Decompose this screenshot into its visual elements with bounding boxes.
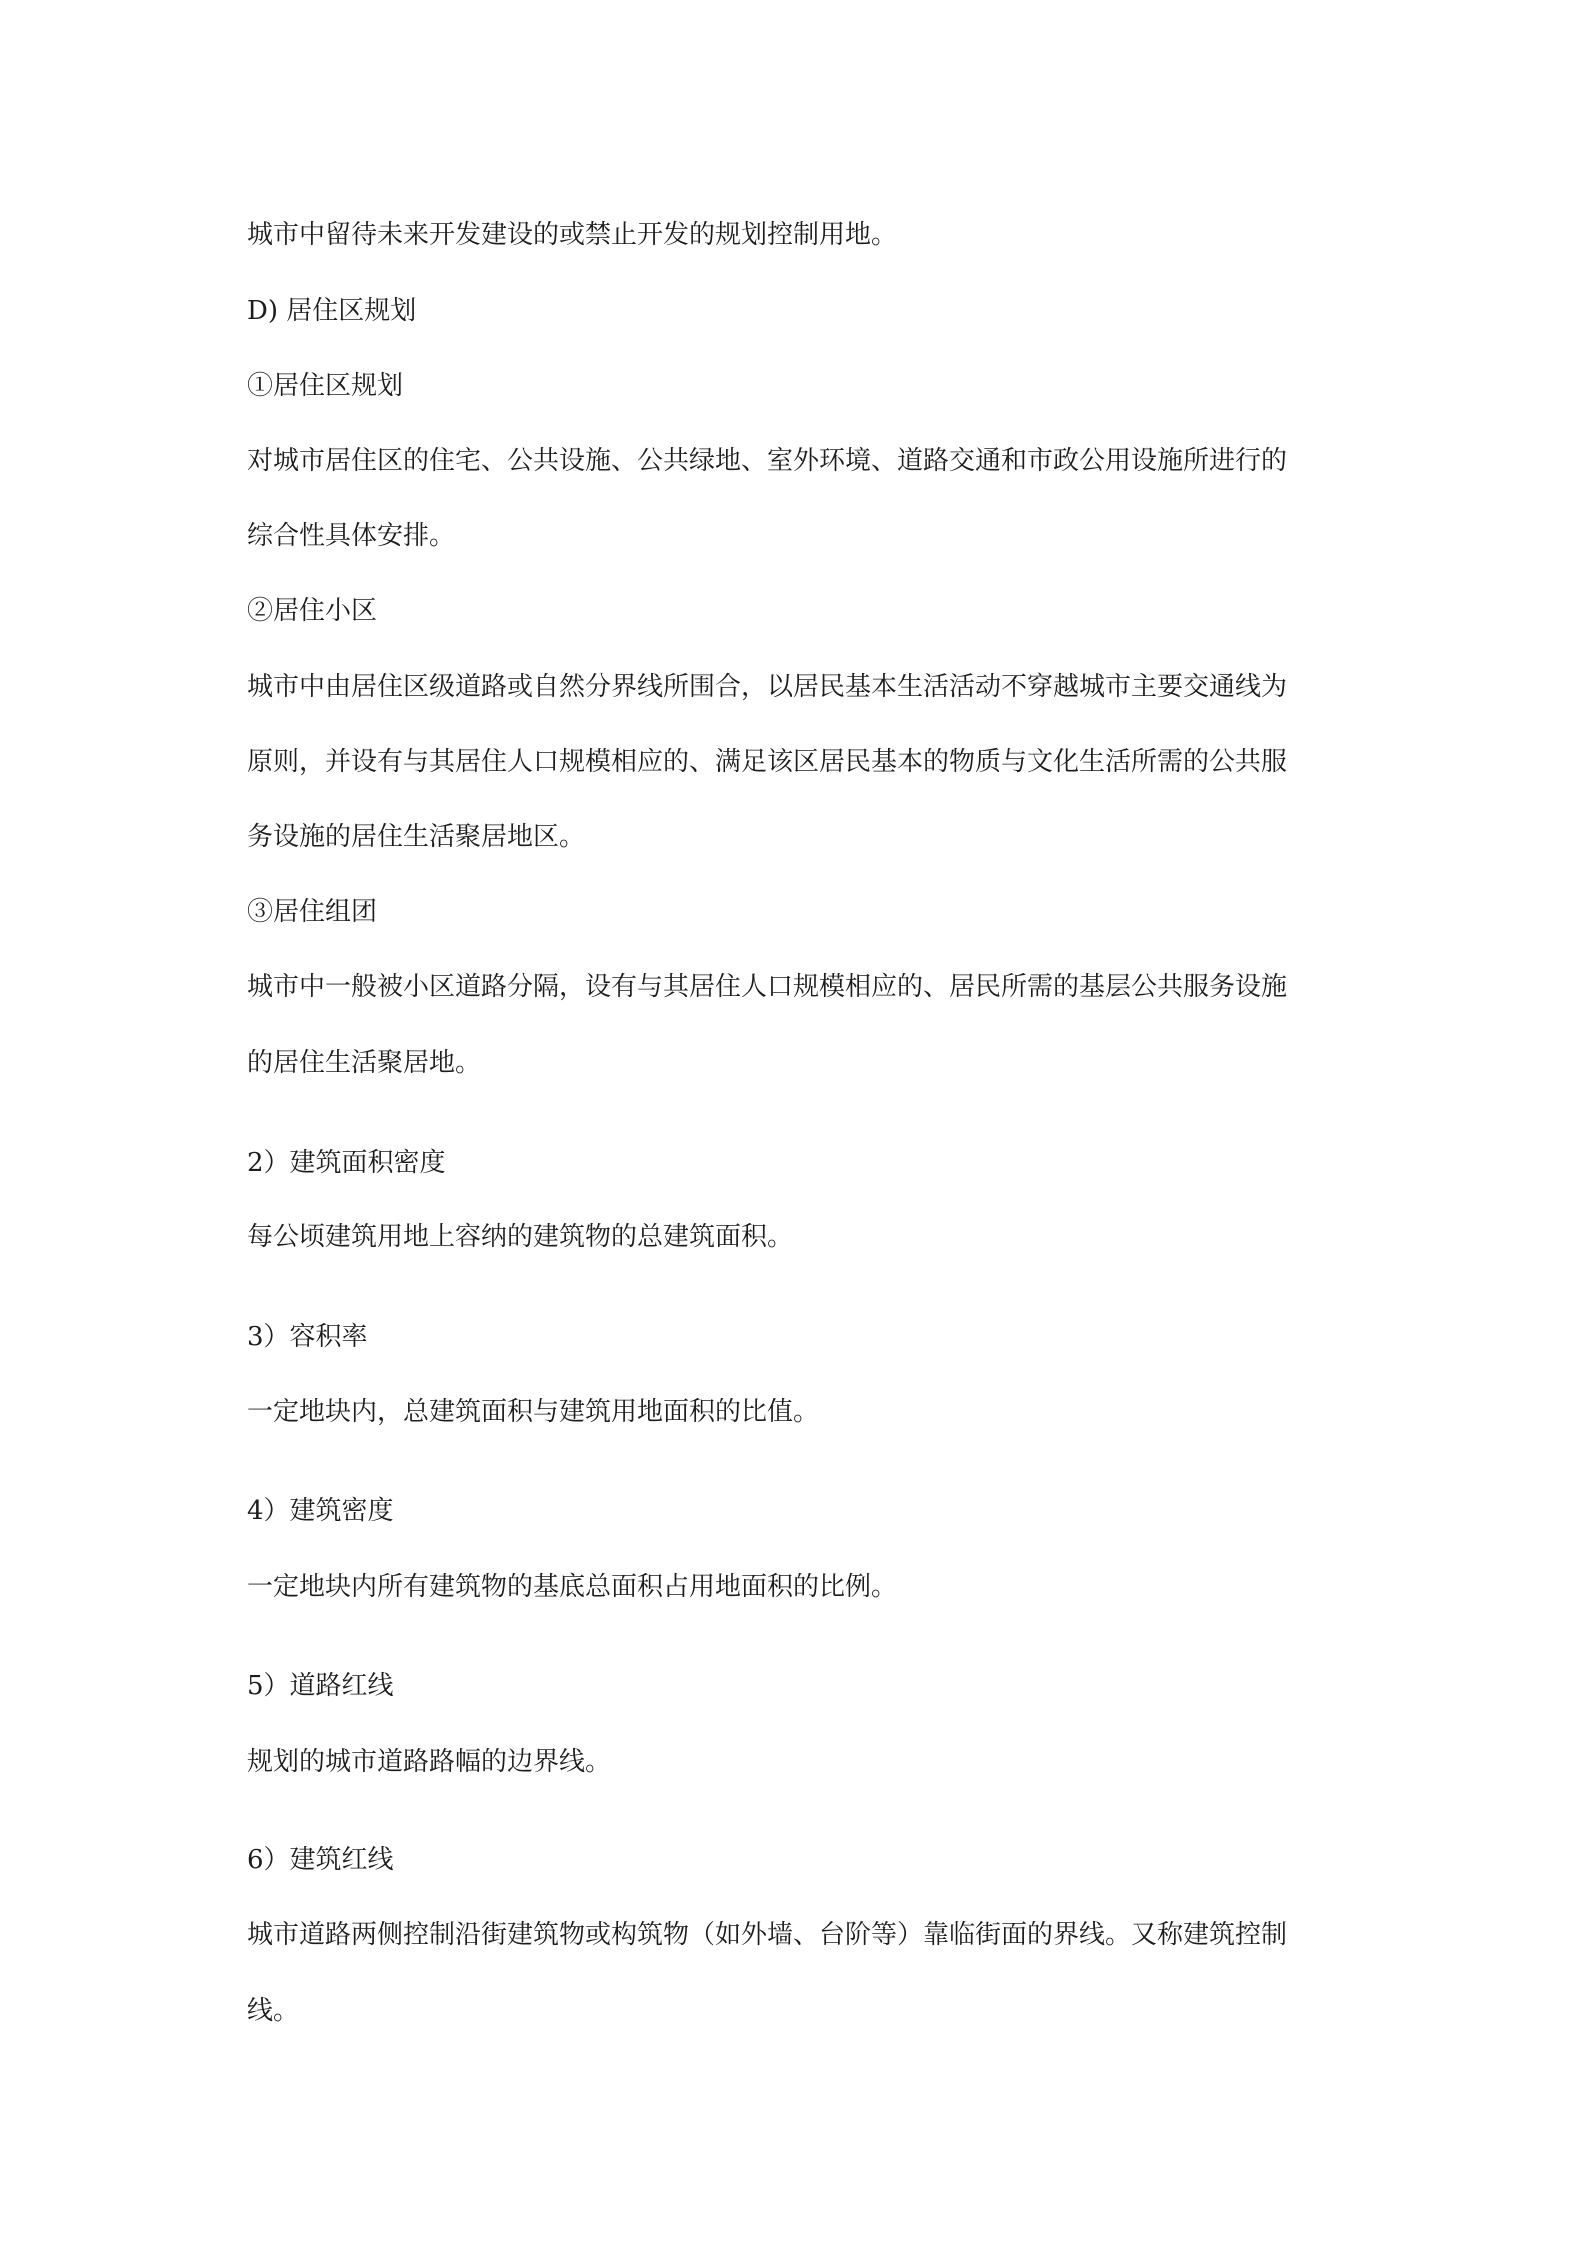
paragraph-line: 综合性具体安排。	[247, 521, 456, 551]
subsection-heading: ②居住小区	[247, 596, 378, 626]
paragraph-line: 城市中一般被小区道路分隔，设有与其居住人口规模相应的、居民所需的基层公共服务设施	[247, 972, 1288, 1002]
paragraph-line: 城市道路两侧控制沿街建筑物或构筑物（如外墙、台阶等）靠临街面的界线。又称建筑控制	[247, 1920, 1288, 1950]
paragraph-line: 每公顷建筑用地上容纳的建筑物的总建筑面积。	[247, 1222, 794, 1252]
paragraph-line: 的居住生活聚居地。	[247, 1048, 482, 1078]
paragraph-line: 线。	[247, 1996, 300, 2026]
paragraph-line: 一定地块内，总建筑面积与建筑用地面积的比值。	[247, 1397, 820, 1427]
paragraph-line: 务设施的居住生活聚居地区。	[247, 822, 586, 852]
term-heading: 3）容积率	[247, 1322, 368, 1352]
term-heading: 4）建筑密度	[247, 1496, 394, 1526]
subsection-heading: ③居住组团	[247, 897, 378, 927]
paragraph-line: 对城市居住区的住宅、公共设施、公共绿地、室外环境、道路交通和市政公用设施所进行的	[247, 446, 1288, 476]
term-heading: 5）道路红线	[247, 1671, 394, 1701]
paragraph-line: 城市中由居住区级道路或自然分界线所围合，以居民基本生活活动不穿越城市主要交通线为	[247, 672, 1288, 702]
section-heading: D) 居住区规划	[247, 296, 417, 326]
paragraph-line: 原则，并设有与其居住人口规模相应的、满足该区居民基本的物质与文化生活所需的公共服	[247, 747, 1288, 777]
paragraph-line: 一定地块内所有建筑物的基底总面积占用地面积的比例。	[247, 1572, 898, 1602]
term-heading: 6）建筑红线	[247, 1845, 394, 1875]
paragraph-line: 城市中留待未来开发建设的或禁止开发的规划控制用地。	[247, 220, 898, 250]
paragraph-line: 规划的城市道路路幅的边界线。	[247, 1747, 612, 1777]
term-heading: 2）建筑面积密度	[247, 1148, 446, 1178]
subsection-heading: ①居住区规划	[247, 371, 404, 401]
